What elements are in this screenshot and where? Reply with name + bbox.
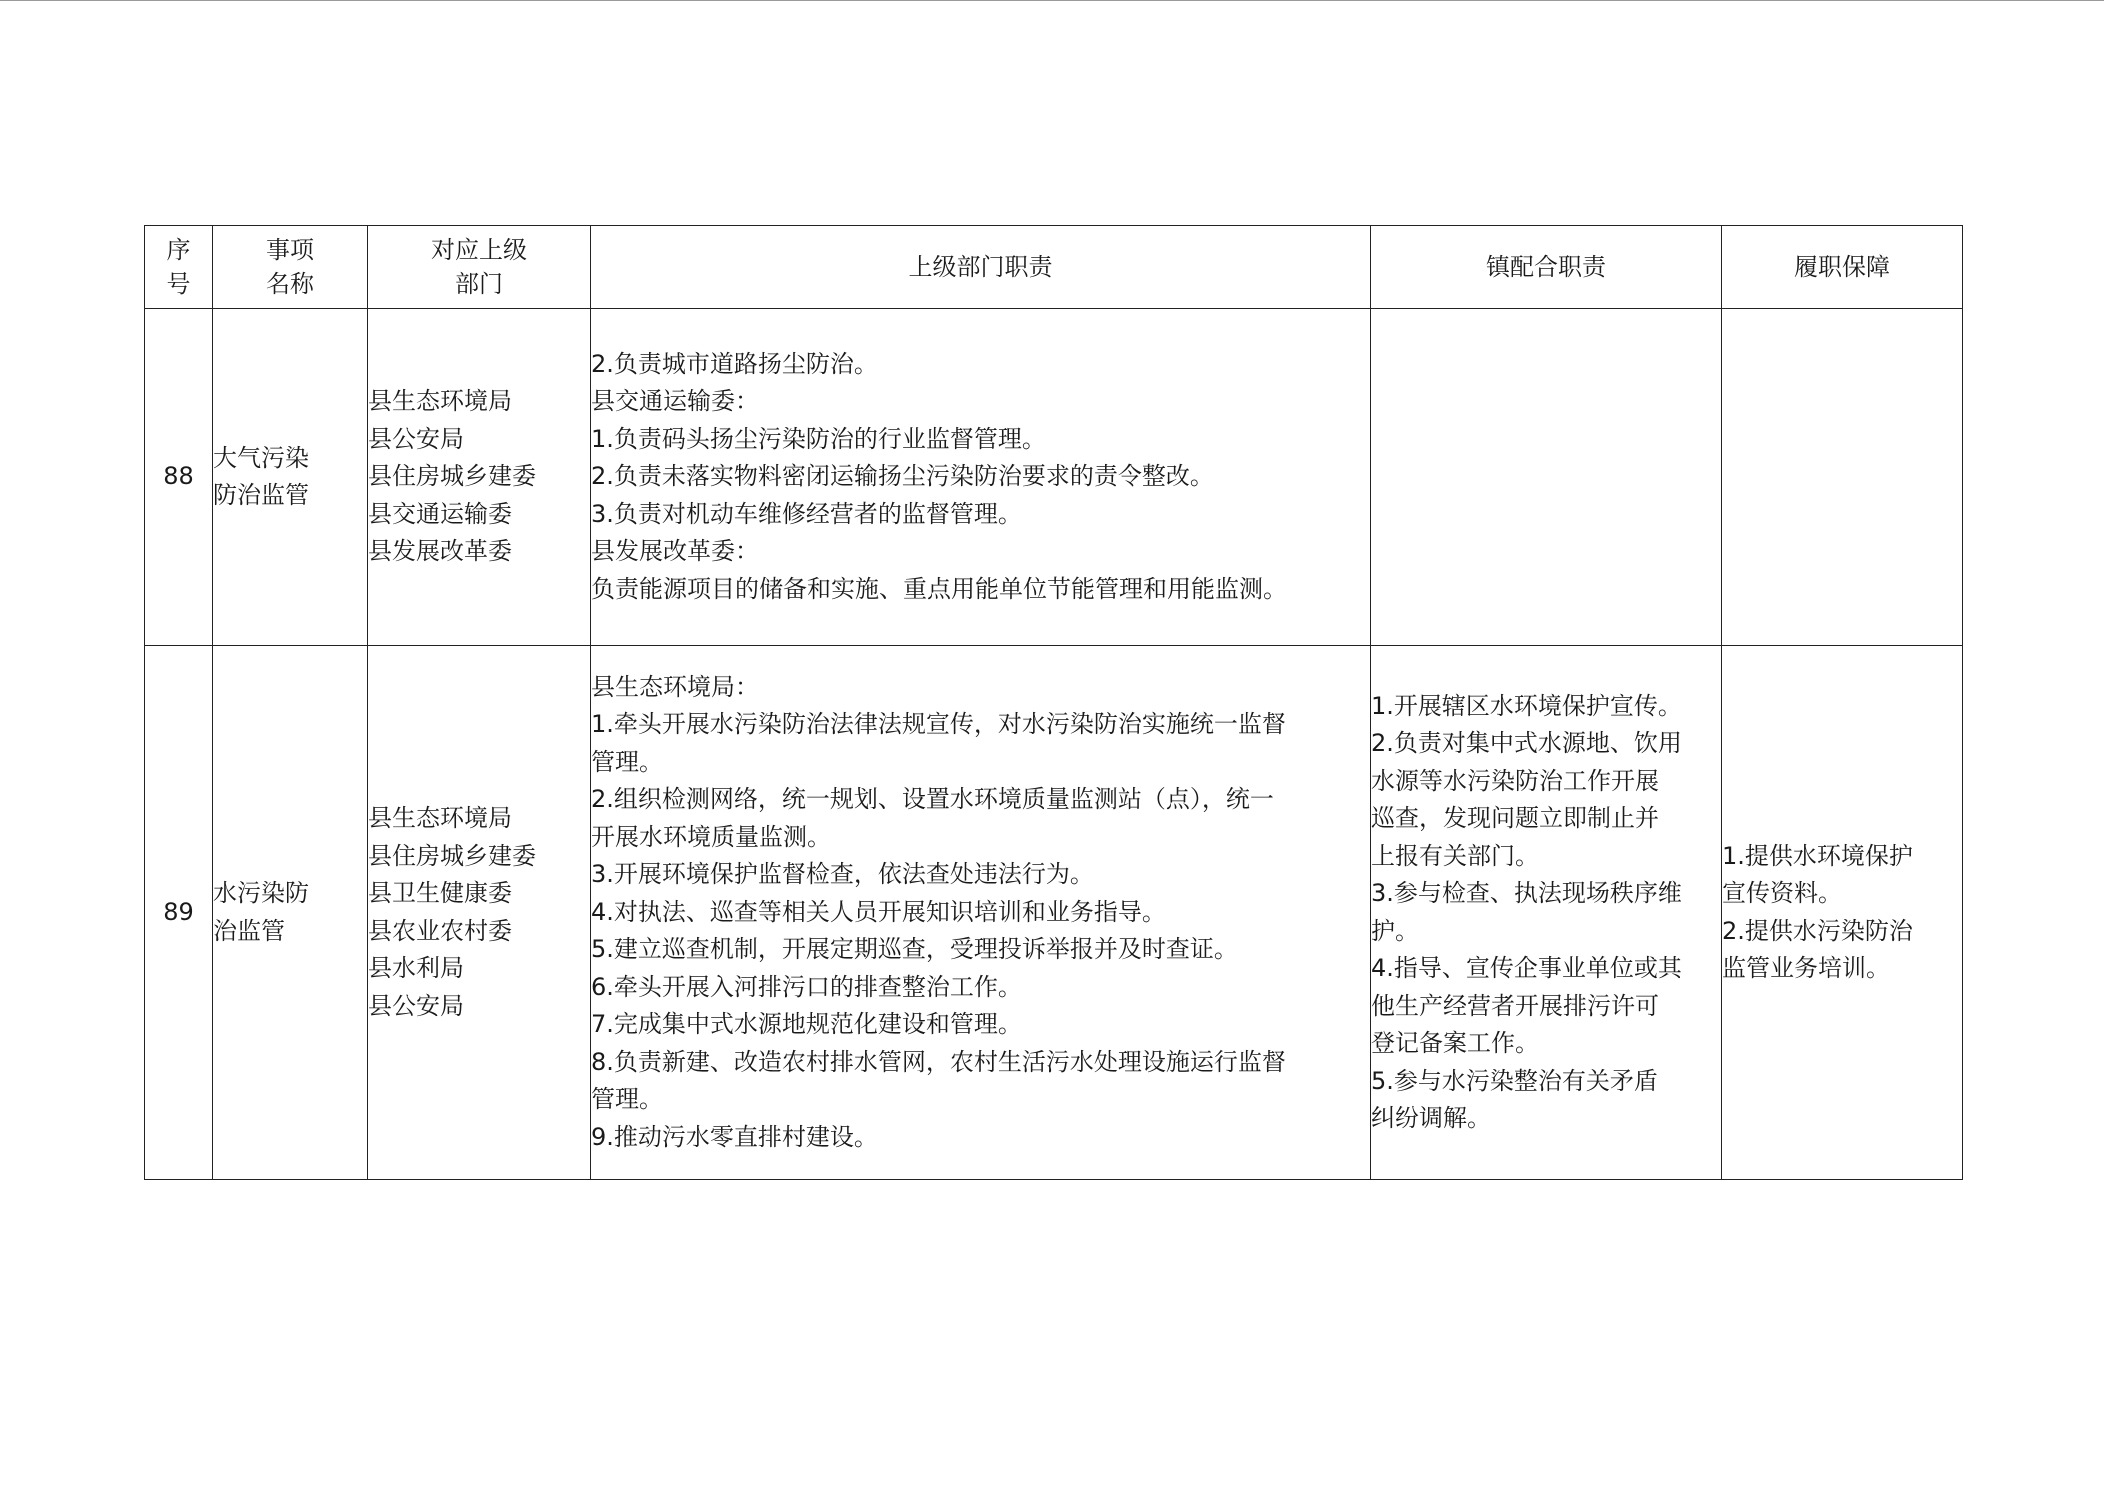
town-duty-line: 护。 [1371, 916, 1419, 945]
town-duty-line: 上报有关部门。 [1371, 841, 1539, 870]
duty-line: 6.牵头开展入河排污口的排查整治工作。 [591, 972, 1022, 1001]
header-item-name-line: 事项 [266, 236, 314, 264]
cell-item-name [213, 309, 368, 646]
town-duty-line: 3.参与检查、执法现场秩序维 [1371, 879, 1682, 907]
town-duty-line: 登记备案工作。 [1371, 1029, 1539, 1057]
cell-town-duty [1371, 646, 1722, 1180]
header-dept-line: 对应上级 [431, 236, 527, 264]
duty-line: 县发展改革委： [591, 537, 759, 566]
header-guarantee: 履职保障 [1722, 226, 1963, 309]
duty-line: 2.负责城市道路扬尘防治。 [591, 349, 878, 378]
duty-line: 2.负责未落实物料密闭运输扬尘污染防治要求的责令整改。 [591, 462, 1214, 491]
header-town-duty: 镇配合职责 [1371, 226, 1722, 309]
duty-line: 县生态环境局： [591, 672, 759, 701]
town-duty-line: 水源等水污染防治工作开展 [1371, 766, 1659, 795]
town-duty-line: 巡查，发现问题立即制止并 [1371, 804, 1659, 832]
dept-line: 县公安局 [368, 991, 464, 1020]
duty-line: 负责能源项目的储备和实施、重点用能单位节能管理和用能监测。 [591, 574, 1287, 603]
item-name-line: 治监管 [213, 916, 285, 945]
duty-line: 开展水环境质量监测。 [591, 822, 831, 851]
duty-line: 管理。 [591, 747, 663, 776]
table-row [145, 646, 1963, 1180]
header-item-name [213, 226, 368, 309]
dept-line: 县住房城乡建委 [368, 462, 536, 491]
cell-superior-duty [591, 309, 1371, 646]
header-superior-duty: 上级部门职责 [591, 226, 1371, 309]
town-duty-line: 4.指导、宣传企事业单位或其 [1371, 954, 1682, 982]
duty-line: 5.建立巡查机制，开展定期巡查，受理投诉举报并及时查证。 [591, 935, 1238, 964]
duty-line: 2.组织检测网络，统一规划、设置水环境质量监测站（点），统一 [591, 785, 1274, 814]
duty-line: 1.负责码头扬尘污染防治的行业监督管理。 [591, 424, 1046, 453]
guarantee-line: 宣传资料。 [1722, 879, 1842, 907]
page-top-border [0, 0, 2104, 1]
header-seq-line: 号 [166, 270, 191, 298]
duty-line: 管理。 [591, 1085, 663, 1114]
duty-line: 3.负责对机动车维修经营者的监督管理。 [591, 499, 1022, 528]
dept-line: 县交通运输委 [368, 499, 512, 528]
cell-seq: 88 [145, 309, 213, 646]
dept-line: 县住房城乡建委 [368, 841, 536, 870]
dept-line: 县生态环境局 [368, 387, 512, 416]
cell-item-name [213, 646, 368, 1180]
town-duty-line: 2.负责对集中式水源地、饮用 [1371, 729, 1682, 757]
guarantee-line: 监管业务培训。 [1722, 954, 1890, 982]
cell-seq: 89 [145, 646, 213, 1180]
guarantee-line: 2.提供水污染防治 [1722, 916, 1913, 945]
town-duty-line: 纠纷调解。 [1371, 1104, 1491, 1132]
item-name-line: 水污染防 [213, 879, 309, 907]
header-item-name-line: 名称 [266, 270, 314, 298]
dept-line: 县发展改革委 [368, 537, 512, 566]
cell-dept [368, 309, 591, 646]
cell-superior-duty [591, 646, 1371, 1180]
duty-line: 县交通运输委： [591, 387, 759, 416]
dept-line: 县公安局 [368, 424, 464, 453]
duty-line: 8.负责新建、改造农村排水管网，农村生活污水处理设施运行监督 [591, 1047, 1286, 1076]
town-duty-line: 1.开展辖区水环境保护宣传。 [1371, 691, 1682, 720]
table-row [145, 309, 1963, 646]
duty-line: 7.完成集中式水源地规范化建设和管理。 [591, 1010, 1022, 1039]
duty-table [144, 225, 1963, 1180]
cell-guarantee [1722, 646, 1963, 1180]
dept-line: 县农业农村委 [368, 916, 512, 945]
header-dept [368, 226, 591, 309]
item-name-line: 大气污染 [213, 443, 309, 472]
town-duty-line: 5.参与水污染整治有关矛盾 [1371, 1066, 1658, 1095]
item-name-line: 防治监管 [213, 481, 309, 509]
dept-line: 县生态环境局 [368, 804, 512, 832]
cell-town-duty [1371, 309, 1722, 646]
dept-line: 县卫生健康委 [368, 879, 512, 907]
cell-guarantee [1722, 309, 1963, 646]
header-dept-line: 部门 [455, 270, 503, 298]
guarantee-line: 1.提供水环境保护 [1722, 841, 1913, 870]
header-seq [145, 226, 213, 309]
duty-line: 9.推动污水零直排村建设。 [591, 1122, 878, 1151]
dept-line: 县水利局 [368, 954, 464, 982]
table-header [145, 226, 1963, 309]
header-seq-line: 序 [166, 236, 191, 264]
duty-line: 4.对执法、巡查等相关人员开展知识培训和业务指导。 [591, 897, 1166, 926]
table-body [145, 309, 1963, 1180]
cell-dept [368, 646, 591, 1180]
duty-line: 1.牵头开展水污染防治法律法规宣传，对水污染防治实施统一监督 [591, 710, 1286, 739]
town-duty-line: 他生产经营者开展排污许可 [1371, 991, 1659, 1020]
header-row [145, 226, 1963, 309]
duty-line: 3.开展环境保护监督检查，依法查处违法行为。 [591, 860, 1094, 889]
